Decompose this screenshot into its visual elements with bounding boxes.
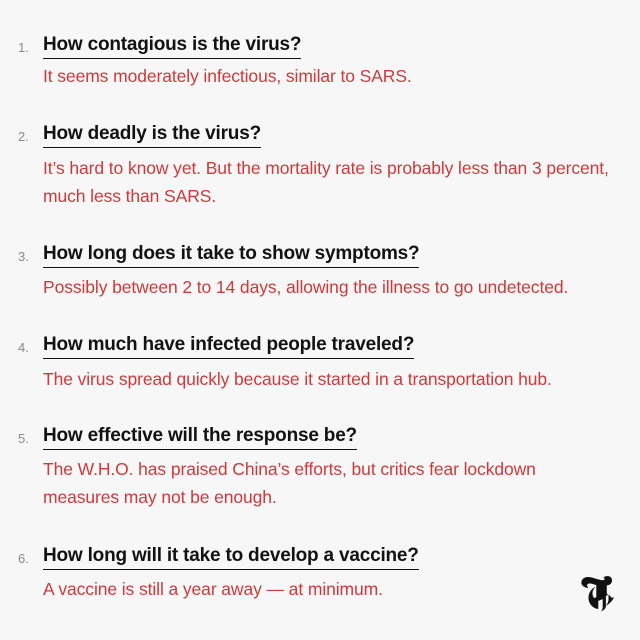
question-heading[interactable]: How long does it take to show symptoms? (43, 243, 419, 268)
question-heading[interactable]: How long will it take to develop a vaccine? (43, 545, 419, 570)
item-number: 3. (18, 249, 29, 264)
question-heading[interactable]: How much have infected people traveled? (43, 334, 414, 359)
question-heading[interactable]: How contagious is the virus? (43, 34, 301, 59)
item-number: 4. (18, 340, 29, 355)
question-heading[interactable]: How deadly is the virus? (43, 123, 261, 148)
answer-text: Possibly between 2 to 14 days, allowing the illness to go undetected. (43, 277, 569, 297)
answer-text: It seems moderately infectious, similar to SARS. (43, 66, 412, 86)
answer-text: The W.H.O. has praised China’s efforts, but critics fear lockdown measures may not be enough. (43, 459, 536, 507)
nyt-t-logo-icon (578, 572, 618, 616)
question-heading[interactable]: How effective will the response be? (43, 425, 357, 450)
item-number: 5. (18, 431, 29, 446)
item-number: 2. (18, 129, 29, 144)
item-number: 6. (18, 551, 29, 566)
answer-text: It’s hard to know yet. But the mortality rate is probably less than 3 percent, much less than SARS. (43, 158, 609, 206)
item-number: 1. (18, 40, 29, 55)
answer-text: The virus spread quickly because it started in a transportation hub. (43, 369, 552, 389)
answer-text: A vaccine is still a year away — at minimum. (43, 579, 383, 599)
